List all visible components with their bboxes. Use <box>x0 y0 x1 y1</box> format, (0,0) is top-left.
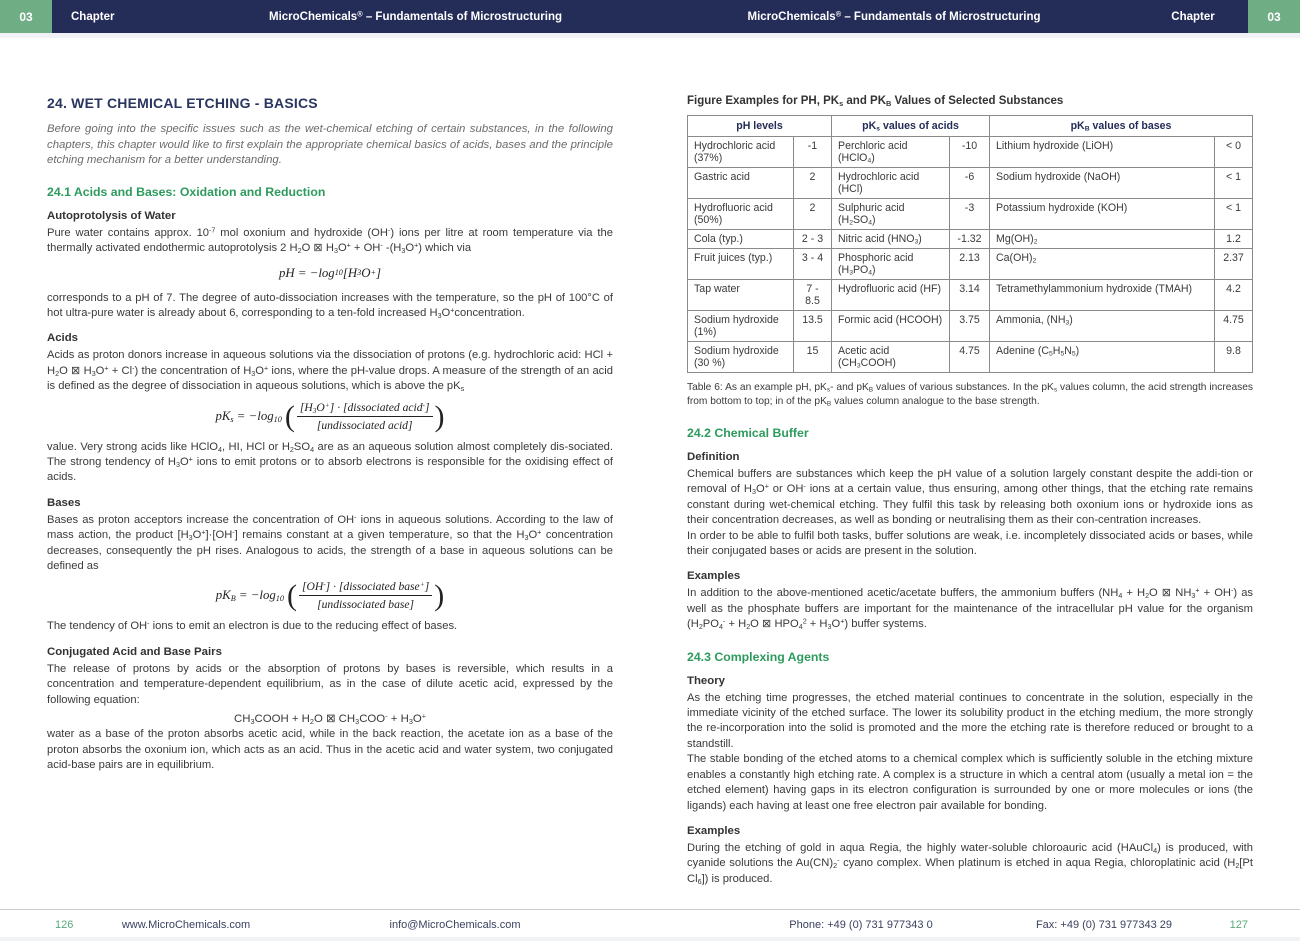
footer-email: info@MicroChemicals.com <box>389 919 521 931</box>
table-cell-substance: Fruit juices (typ.) <box>688 249 794 280</box>
table-cell-value: 7 - 8.5 <box>794 280 832 311</box>
fraction <box>299 580 432 611</box>
table-cell-value: < 1 <box>1215 199 1253 230</box>
fraction-denominator: [undissociated base] <box>317 598 415 612</box>
table-cell-value: -6 <box>950 168 990 199</box>
fraction-denominator: [undissociated acid] <box>316 418 413 432</box>
ph-formula: pH = −log 10 [H 3 O + ] <box>279 265 381 280</box>
chapter-label-right: Chapter <box>1171 10 1215 23</box>
table-cell-substance: Hydrochloric acid (HCl) <box>832 168 950 199</box>
chapter-number: 03 <box>19 9 33 24</box>
footer-phone: Phone: +49 (0) 731 977343 0 <box>789 919 933 931</box>
table-cell-substance: Hydrochloric acid (37%) <box>688 137 794 168</box>
table-cell-value: < 1 <box>1215 168 1253 199</box>
table-cell-substance: Hydrofluoric acid (HF) <box>832 280 950 311</box>
table-cell-substance: Lithium hydroxide (LiOH) <box>990 137 1215 168</box>
table-cell-substance: Adenine $(C_5H_5N_5)$ <box>990 342 1215 373</box>
left-page-column <box>47 95 613 887</box>
acids-heading: Acids <box>47 332 79 345</box>
table-cell-substance: Cola (typ.) <box>688 230 794 249</box>
table-cell-value: 4.75 <box>950 342 990 373</box>
table-cell-substance: Gastric acid <box>688 168 794 199</box>
paragraph: The release of protons by acids or the absorption of protons by bases is reversible, which results in a concentration and temperature-dependent equilibrium, as in the case of dilute acetic acid, expressed by the following equation: <box>47 662 613 706</box>
paragraph: The tendency of OH- ions to emit an electron is due to the reducing effect of bases. <box>47 619 458 633</box>
table-cell-substance: Phosphoric acid $(H_3PO_4)$ <box>832 249 950 280</box>
table-cell-substance: $Mg(OH)_2$ <box>990 230 1215 249</box>
table-cell-substance: Perchloric acid (HClO$_4$) <box>832 137 950 168</box>
table-row <box>688 280 1253 311</box>
paragraph: In addition to the above-mentioned acetic/acetate buffers, the ammonium buffers ($NH_4 + H_2O$ ⊠ $NH_3^+ + OH^-$) as well as the phosphate buffers are important for the maintenance of the intracellular pH value for the organism ($H_2PO_4^- + H_2O$ ⊠ $HPO_4^2 + H_3O^+$) buffer systems. <box>687 586 1254 632</box>
formula-lhs: $pK_s = -\log_{10}$ <box>215 408 282 424</box>
column-header-pks: $pK_s$ values of acids <box>832 116 990 137</box>
table-header-row <box>688 116 1253 137</box>
page-header <box>0 0 1300 33</box>
table-cell-substance: Sodium hydroxide (NaOH) <box>990 168 1215 199</box>
chapter-number-badge-left <box>0 0 52 33</box>
table-cell-value: 2 <box>794 199 832 230</box>
paragraph: corresponds to a pH of 7. The degree of auto-dissociation increases with the temperature, so the pH of 100°C of hot ultra-pure water is already about 6, corresponding to a ten-fold increased $H_3O^+concentration$. <box>47 291 613 320</box>
paragraph: In order to be able to fulfil both tasks, buffer solutions are weak, i.e. incompletely dissociated acids or bases, while their conjugated bases or acids are present in the solution. <box>687 529 1253 558</box>
table-cell-value: -3 <box>950 199 990 230</box>
table-cell-value: 2 <box>794 168 832 199</box>
close-paren: ) <box>434 579 445 613</box>
fraction-numerator: $[H_3O^+]$ · [dissociated acid-] <box>297 401 433 417</box>
header-left-half <box>52 0 650 33</box>
fraction-numerator: [OH-] · [dissociated base+] <box>299 580 432 596</box>
table-cell-value: 2 - 3 <box>794 230 832 249</box>
table-cell-substance: Potassium hydroxide (KOH) <box>990 199 1215 230</box>
page-number-left: 126 <box>55 919 74 931</box>
paragraph: Bases as proton acceptors increase the concentration of OH- ions in aqueous solutions. According to the law of mass action, the product $[H_3O^+]\cdot[OH^-]$ remains constant at a given temperature, so that the $H_3O^+$ concentration decreases, consequently the pH rises. Analogous to acids, the strength of a base in aqueous solutions can be defined as <box>47 513 614 573</box>
pks-formula <box>47 401 613 432</box>
table-row <box>688 199 1253 230</box>
conjugated-pairs-heading: Conjugated Acid and Base Pairs <box>47 645 222 658</box>
section-heading-24-3: 24.3 Complexing Agents <box>687 649 830 664</box>
footer-website: www.MicroChemicals.com <box>121 919 251 931</box>
table-cell-value: < 0 <box>1215 137 1253 168</box>
table-cell-substance: Tetramethylammonium hydroxide (TMAH) <box>990 280 1215 311</box>
table-cell-value: 2.13 <box>950 249 990 280</box>
two-page-spread <box>0 38 1300 887</box>
table-cell-substance: Acetic acid $(CH_3COOH)$ <box>832 342 950 373</box>
table-cell-value: 9.8 <box>1215 342 1253 373</box>
table-cell-substance: Sulphuric acid $(H_2SO_4)$ <box>832 199 950 230</box>
fraction <box>297 401 433 432</box>
table-row <box>688 137 1253 168</box>
pkb-formula <box>47 580 613 611</box>
header-right-half <box>650 0 1248 33</box>
table-cell-substance: Sodium hydroxide (30 %) <box>688 342 794 373</box>
table-cell-substance: Ammonia, $(NH_3)$ <box>990 311 1215 342</box>
acetic-acid-equation: $CH_3COOH + H_2O$ ⊠ $CH_3COO^- + H_3O^+$ <box>233 711 427 726</box>
figure-title: Figure Examples for PH, $PK_s$ and $PK_B$ Values of Selected Substances <box>687 95 1064 108</box>
table-cell-substance: $Ca(OH)_2$ <box>990 249 1215 280</box>
paragraph: Chemical buffers are substances which keep the pH value of a solution largely constant despite the addi-tion or removal of $H_3O^+$ or OH- ions at a certain value, thus ensuring, among other things, that the etching rate remains constant during wet-chemical etching. They fulfil this task by releasing both oxonium ions or hydroxide ions as their concentration decreases, as well as bonding or neutralising them as their con-centration increases. <box>687 468 1253 527</box>
table-row <box>688 249 1253 280</box>
table-cell-substance: Sodium hydroxide (1%) <box>688 311 794 342</box>
table-caption: Table 6: As an example pH, $pK_s-$ and $pK_B$ values of various substances. In the $pK_s$ values column, the acid strength increases from bottom to top; in of the $pK_B$ values column analogue to the base strength. <box>687 382 1253 408</box>
paragraph: During the etching of gold in aqua Regia, the highly water-soluble chloroauric acid (HAuCl$_4$) is produced, with cyanide solutions the $Au(CN)_2^-$ cyano complex. When platinum is etched in aqua Regia, chloroplatinic acid ($H_2[Pt$ $Cl_6$]) is produced. <box>687 841 1253 886</box>
table-row <box>688 168 1253 199</box>
paragraph: As the etching time progresses, the etched material continues to concentrate in the solution, especially in the immediate vicinity of the etched surface. The lower its solubility product in the etching medium, the more strongly the re-incorporation into the solid is promoted and the more the etching rate is therefore reduced or brought to a standstill. <box>687 691 1253 750</box>
table-cell-substance: Nitric acid $(HNO_3)$ <box>832 230 950 249</box>
paragraph: value. Very strong acids like HClO$_4$, HI, HCl or $H_2SO_4$ are as an aqueous solution almost completely dis-sociated. The strong tendency of $H_3O^+$ ions to emit protons or to absorb electrons is responsible for the oxidising effect of acids. <box>47 440 614 484</box>
section-heading-24-2: 24.2 Chemical Buffer <box>687 426 809 440</box>
table-cell-value: 3.14 <box>950 280 990 311</box>
table-row <box>688 311 1253 342</box>
paragraph: Pure water contains approx. $10^{-7}$ mol oxonium and hydroxide (OH-) ions per litre at room temperature via the thermally activated endothermic autoprotolysis 2 $H_2O$ ⊠ $H_3O^+ + OH^-$ $-(H_3O^+)$ which via <box>47 226 613 255</box>
ph-values-table <box>687 115 1253 373</box>
table-row <box>688 342 1253 373</box>
page-footer <box>0 909 1300 937</box>
ph-table-body <box>688 137 1253 373</box>
formula-lhs: $pK_B = -\log_{10}$ <box>215 588 284 604</box>
section-heading-24-1: 24.1 Acids and Bases: Oxidation and Reduction <box>47 184 326 199</box>
chapter-title: 24. WET CHEMICAL ETCHING - BASICS <box>47 95 318 111</box>
paragraph: Acids as proton donors increase in aqueous solutions via the dissociation of protons (e.g. hydrochloric acid: HCl + $H_2O$ ⊠ $H_3O^+ + Cl^-$) the concentration of $H_3O^+$ ions, where the pH-value drops. A measure of the strength of an acid is defined as the degree of dissociation in aqueous solutions, which is above the $pK_s$ <box>47 349 613 393</box>
chapter-number-badge-right <box>1248 0 1300 33</box>
chapter-label-left: Chapter <box>71 10 115 23</box>
chapter-intro: Before going into the specific issues such as the wet-chemical etching of certain substances, in the following chapters, this chapter would like to first explain the appropriate chemical basics of acids, bases and the principle etching mechanism for a better understanding. <box>47 123 613 167</box>
autoprotolysis-heading: Autoprotolysis of Water <box>47 209 176 222</box>
table-cell-value: -1.32 <box>950 230 990 249</box>
footer-fax: Fax: +49 (0) 731 977343 29 <box>1035 919 1173 931</box>
examples-heading-243: Examples <box>687 824 741 837</box>
table-cell-value: 15 <box>794 342 832 373</box>
column-header-ph: pH levels <box>688 116 832 137</box>
paragraph: water as a base of the proton absorbs acetic acid, while in the back reaction, the acetate ion as a base of the proton absorbs the oxonium ion, which acts as an acid. Thus in the acetic acid and water system, two conjugated acid-base pairs are in equilibrium. <box>47 728 613 771</box>
table-cell-value: 1.2 <box>1215 230 1253 249</box>
table-cell-value: 13.5 <box>794 311 832 342</box>
table-cell-value: -10 <box>950 137 990 168</box>
bases-heading: Bases <box>47 496 81 509</box>
chapter-number: 03 <box>1267 9 1281 24</box>
table-cell-value: 2.37 <box>1215 249 1253 280</box>
column-header-pkb: $pK_B$ values of bases <box>990 116 1253 137</box>
examples-heading-242: Examples <box>687 570 741 583</box>
paragraph: The stable bonding of the etched atoms to a chemical complex which is sufficiently soluble in the etching mixture enables a constantly high etching rate. A complex is a structure in which a central atom (usually a metal ion = the etched element) having gaps in its electron configuration is surrounded by one or more molecules or ions (the ligands) each having at least one free electron pair available for bonding. <box>687 753 1253 812</box>
definition-heading: Definition <box>687 451 740 463</box>
table-cell-substance: Tap water <box>688 280 794 311</box>
table-row <box>688 230 1253 249</box>
right-page-column <box>687 95 1253 887</box>
table-cell-substance: Hydrofluoric acid (50%) <box>688 199 794 230</box>
open-paren: ( <box>284 399 295 433</box>
table-cell-value: 4.2 <box>1215 280 1253 311</box>
theory-heading: Theory <box>687 674 725 687</box>
table-cell-value: 4.75 <box>1215 311 1253 342</box>
table-cell-value: -1 <box>794 137 832 168</box>
book-title-left: MicroChemicals® – Fundamentals of Microstructuring <box>269 8 562 23</box>
table-cell-substance: Formic acid (HCOOH) <box>832 311 950 342</box>
open-paren: ( <box>286 579 297 613</box>
table-cell-value: 3 - 4 <box>794 249 832 280</box>
book-title-right: MicroChemicals® – Fundamentals of Microstructuring <box>747 8 1041 23</box>
page-number-right: 127 <box>1229 919 1248 931</box>
page-bottom-edge <box>0 937 1300 941</box>
table-cell-value: 3.75 <box>950 311 990 342</box>
close-paren: ) <box>434 399 445 433</box>
